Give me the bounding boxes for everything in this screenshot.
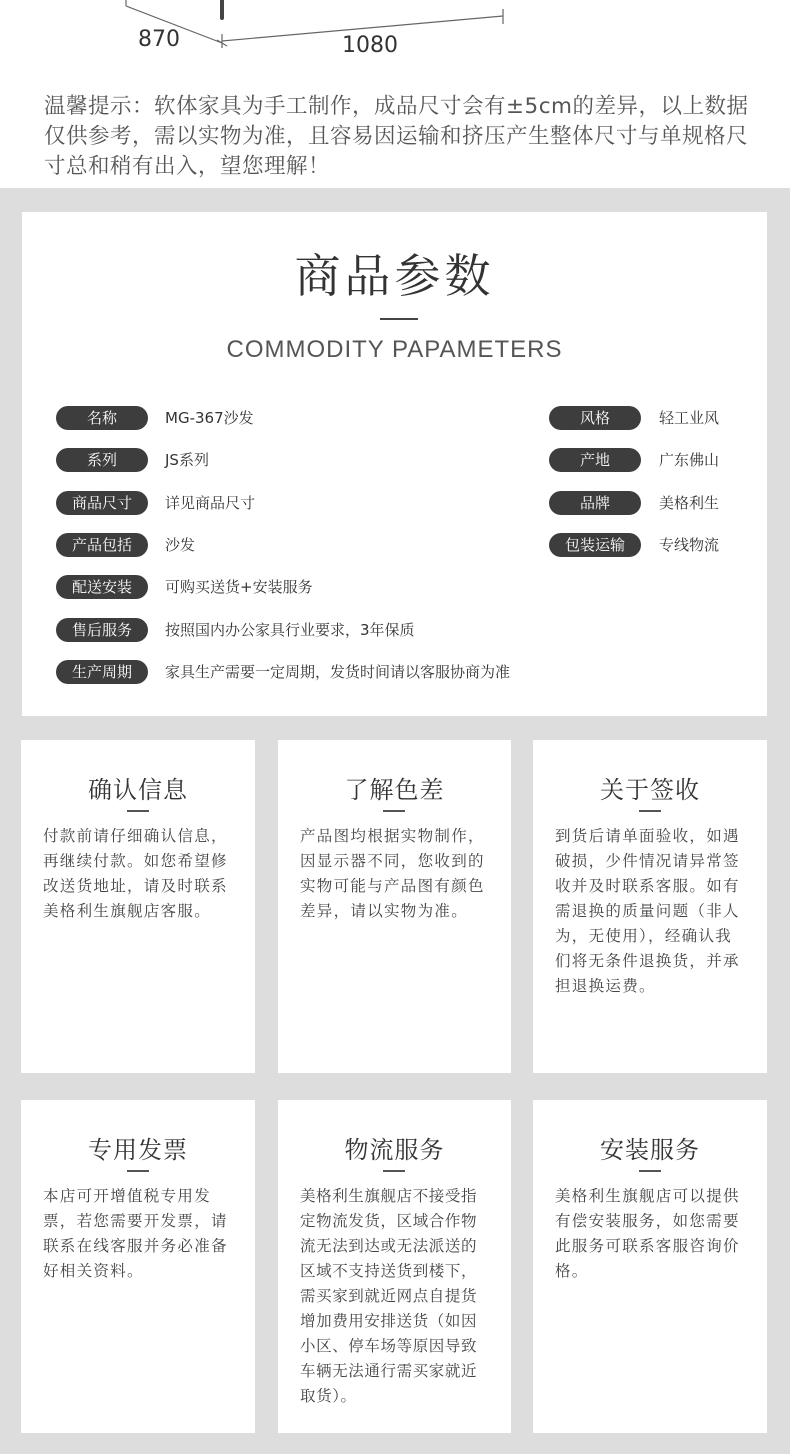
info-card-text: 到货后请单面验收，如遇破损，少件情况请异常签收并及时联系客服。如有需退换的质量问题（非人为，无使用），经确认我们将无条件退换货，并承担退换运费。 bbox=[555, 827, 740, 995]
info-card-text: 本店可开增值税专用发票，若您需要开发票，请联系在线客服并务必准备好相关资料。 bbox=[43, 1187, 228, 1280]
info-card-title: 了解色差 bbox=[344, 776, 445, 804]
dimension-depth: 870 bbox=[138, 27, 180, 52]
dimension-width: 1080 bbox=[342, 33, 398, 58]
info-card-installation bbox=[533, 1100, 767, 1433]
param-value: 按照国内办公家具行业要求，3年保质 bbox=[165, 621, 415, 639]
info-card-rule bbox=[127, 1170, 149, 1172]
param-value: 可购买送货+安装服务 bbox=[165, 578, 313, 596]
param-value: 详见商品尺寸 bbox=[165, 494, 256, 512]
param-label: 系列 bbox=[56, 448, 148, 472]
info-card-rule bbox=[639, 810, 661, 812]
info-card-title: 物流服务 bbox=[344, 1136, 445, 1164]
info-card-receipt bbox=[533, 740, 767, 1073]
info-card-title: 安装服务 bbox=[600, 1136, 700, 1164]
info-card-text: 付款前请仔细确认信息，再继续付款。如您希望修改送货地址，请及时联系美格利生旗舰店客服。 bbox=[43, 827, 228, 920]
info-card-logistics bbox=[278, 1100, 511, 1433]
param-label: 包装运输 bbox=[549, 533, 641, 557]
param-value: MG-367沙发 bbox=[165, 409, 254, 427]
param-label: 产品包括 bbox=[56, 533, 148, 557]
param-value: 广东佛山 bbox=[659, 451, 720, 469]
param-value: 家具生产需要一定周期，发货时间请以客服协商为准 bbox=[165, 663, 511, 681]
param-label: 品牌 bbox=[549, 491, 641, 515]
param-label: 风格 bbox=[549, 406, 641, 430]
info-card-text: 产品图均根据实物制作，因显示器不同，您收到的实物可能与产品图有颜色差异，请以实物为准。 bbox=[300, 827, 485, 920]
param-value: 轻工业风 bbox=[659, 409, 720, 427]
param-value: 专线物流 bbox=[659, 536, 720, 554]
parameters-title: 商品参数 bbox=[294, 249, 495, 303]
param-label: 生产周期 bbox=[56, 660, 148, 684]
param-label: 名称 bbox=[56, 406, 148, 430]
info-card-rule bbox=[639, 1170, 661, 1172]
info-card-rule bbox=[383, 1170, 405, 1172]
param-label: 售后服务 bbox=[56, 618, 148, 642]
info-card-rule bbox=[383, 810, 405, 812]
info-card-title: 关于签收 bbox=[600, 776, 700, 804]
info-card-text: 美格利生旗舰店可以提供有偿安装服务，如您需要此服务可联系客服咨询价格。 bbox=[555, 1187, 740, 1280]
param-label: 商品尺寸 bbox=[56, 491, 148, 515]
param-value: JS系列 bbox=[165, 451, 209, 469]
info-card-text: 美格利生旗舰店不接受指定物流发货，区域合作物流无法到达或无法派送的区域不支持送货到楼下，需买家到就近网点自提货增加费用安排送货（如因小区、停车场等原因导致车辆无法通行需买家就近取货）。 bbox=[300, 1187, 478, 1405]
parameters-title-rule bbox=[380, 318, 418, 320]
info-card-color bbox=[278, 740, 511, 1073]
size-notice: 温馨提示：软体家具为手工制作，成品尺寸会有±5cm的差异，以上数据仅供参考，需以实物为准，且容易因运输和挤压产生整体尺寸与单规格尺寸总和稍有出入，望您理解！ bbox=[44, 94, 749, 179]
info-card-rule bbox=[127, 810, 149, 812]
param-label: 配送安装 bbox=[56, 575, 148, 599]
param-value: 沙发 bbox=[165, 536, 196, 554]
parameters-subtitle: COMMODITY PAPAMETERS bbox=[226, 336, 563, 363]
info-card-title: 确认信息 bbox=[88, 776, 188, 804]
info-card-confirm bbox=[21, 740, 255, 1073]
param-label: 产地 bbox=[549, 448, 641, 472]
info-card-title: 专用发票 bbox=[88, 1136, 188, 1164]
info-card-invoice bbox=[21, 1100, 255, 1433]
param-value: 美格利生 bbox=[659, 494, 720, 512]
